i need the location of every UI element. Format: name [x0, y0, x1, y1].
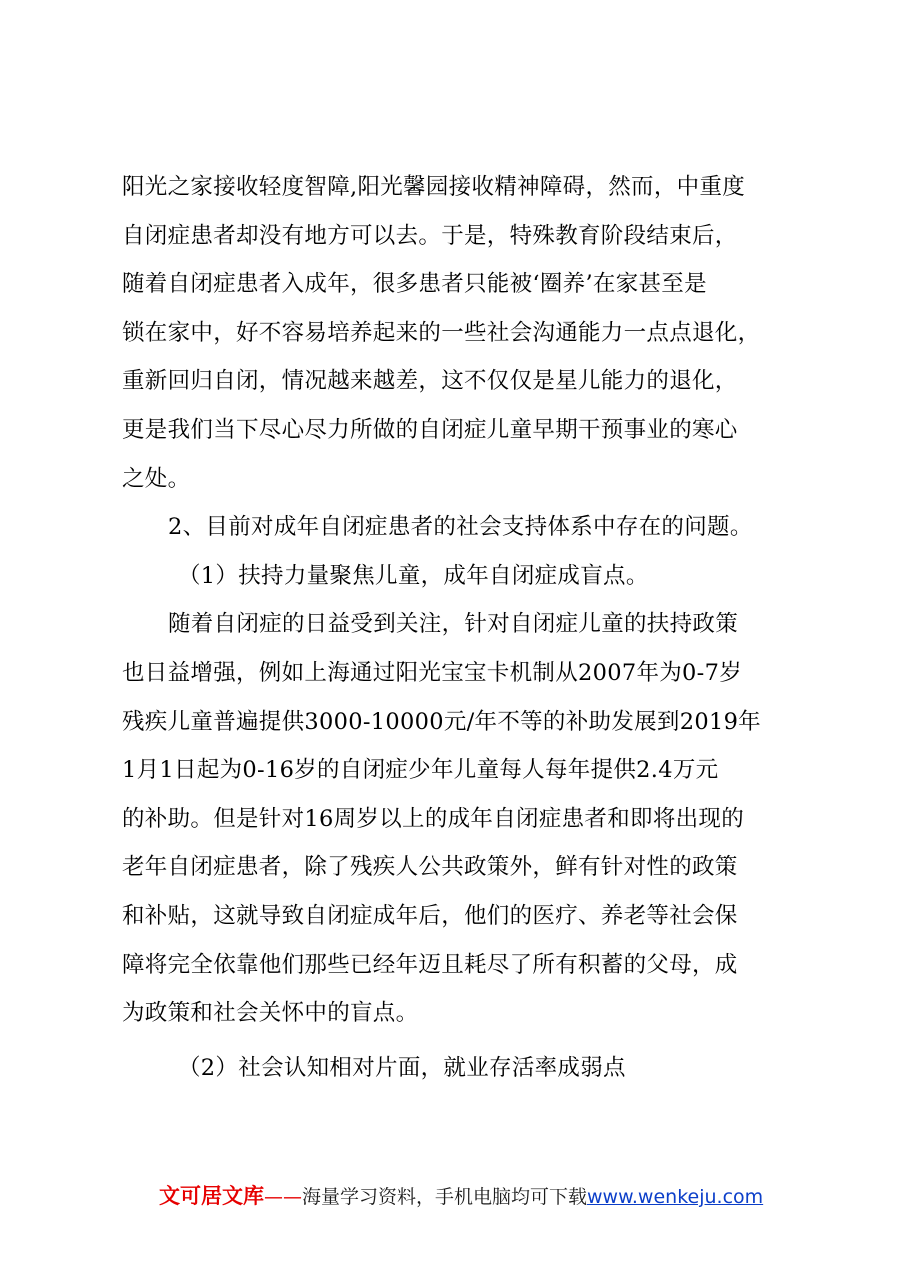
paragraph-line: 锁在家中，好不容易培养起来的一些社会沟通能力一点点退化， — [122, 319, 761, 346]
paragraph-line: 的补助。但是针对16周岁以上的成年自闭症患者和即将出现的 — [122, 805, 745, 832]
footer-link[interactable]: www.wenkeju.com — [587, 1186, 764, 1208]
document-body — [122, 163, 794, 1092]
paragraph-line: 障将完全依靠他们那些已经年迈且耗尽了所有积蓄的父母，成 — [122, 951, 738, 978]
section-heading: 2、目前对成年自闭症患者的社会支持体系中存在的问题。 — [168, 514, 753, 541]
paragraph-line: 为政策和社会关怀中的盲点。 — [122, 1000, 419, 1027]
paragraph-line: 也日益增强，例如上海通过阳光宝宝卡机制从2007年为0-7岁 — [122, 659, 742, 686]
footer-dash: —— — [264, 1186, 302, 1208]
paragraph-line: 老年自闭症患者，除了残疾人公共政策外，鲜有针对性的政策 — [122, 854, 738, 881]
paragraph-line: 随着自闭症的日益受到关注，针对自闭症儿童的扶持政策 — [168, 611, 739, 638]
footer-tagline: 海量学习资料，手机电脑均可下载 — [302, 1186, 588, 1208]
footer-brand: 文可居文库 — [159, 1184, 264, 1208]
paragraph-line: 自闭症患者却没有地方可以去。于是，特殊教育阶段结束后， — [122, 222, 738, 249]
paragraph-line: 之处。 — [122, 465, 191, 492]
subsection-heading: （1）扶持力量聚焦儿童，成年自闭症成盲点。 — [178, 562, 649, 589]
paragraph-line: 更是我们当下尽心尽力所做的自闭症儿童早期干预事业的寒心 — [122, 416, 738, 443]
paragraph-line: 随着自闭症患者入成年，很多患者只能被‘圈养’在家甚至是 — [122, 271, 707, 298]
paragraph-line: 残疾儿童普遍提供3000-10000元/年不等的补助发展到2019年 — [122, 708, 761, 735]
paragraph-line: 阳光之家接收轻度智障,阳光馨园接收精神障碍，然而，中重度 — [122, 174, 746, 200]
paragraph-line: 重新回归自闭，情况越来越差，这不仅仅是星儿能力的退化， — [122, 368, 738, 395]
paragraph-line: 和补贴，这就导致自闭症成年后，他们的医疗、养老等社会保 — [122, 902, 738, 929]
footer-banner — [159, 1180, 799, 1212]
paragraph-line: 1月1日起为0-16岁的自闭症少年儿童每人每年提供2.4万元 — [122, 757, 719, 784]
subsection-heading: （2）社会认知相对片面，就业存活率成弱点 — [178, 1054, 626, 1081]
